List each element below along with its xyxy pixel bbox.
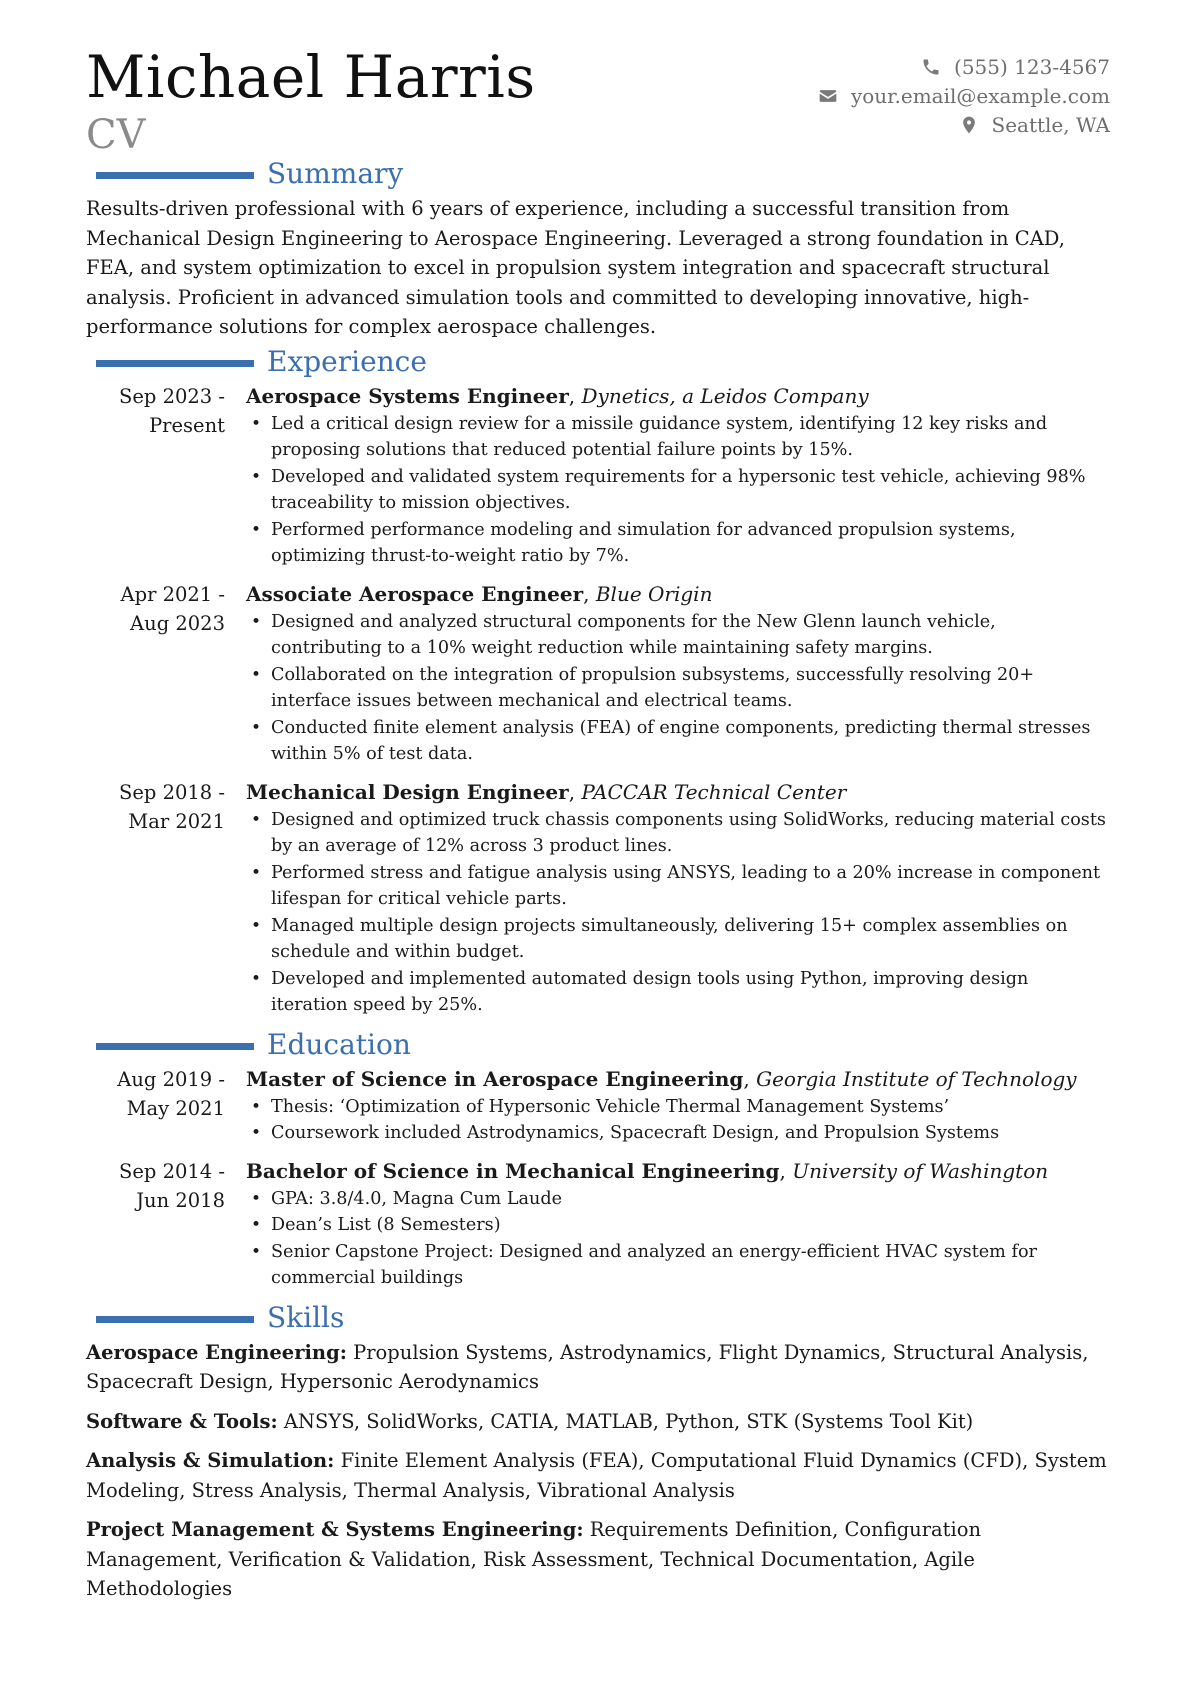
- list-item: • Designed and analyzed structural components for the New Glenn launch vehicle, contributing to a 10% weight reduction while maintaining safety margins.: [246, 609, 1110, 662]
- skill-items: ANSYS, SolidWorks, CATIA, MATLAB, Python, STK (Systems Tool Kit): [283, 1409, 974, 1433]
- entry-date: Apr 2021 - Aug 2023: [120, 582, 225, 635]
- skill-category: Software & Tools:: [86, 1409, 278, 1433]
- list-item: • Managed multiple design projects simultaneously, delivering 15+ complex assemblies on schedule and within budget.: [246, 913, 1110, 966]
- document-subtitle: CV: [86, 112, 146, 158]
- summary-section-header: [86, 158, 1110, 194]
- section-accent-bar: [96, 1316, 254, 1323]
- contact-email[interactable]: [817, 81, 1110, 110]
- skill-category: Project Management & Systems Engineering:: [86, 1518, 584, 1541]
- institution: University of Washington: [792, 1158, 1049, 1183]
- skill-items: Requirements Definition, Configuration Management, Verification & Validation, Risk Assessment, Technical Documentation, Agile Methodologies: [86, 1518, 982, 1600]
- entry-bullets: [246, 1186, 1110, 1292]
- entry-bullets: [246, 411, 1110, 570]
- email-text: your.email@example.com: [850, 83, 1110, 108]
- entry-date: Sep 2023 - Present: [119, 384, 225, 437]
- skill-items: Finite Element Analysis (FEA), Computational Fluid Dynamics (CFD), System Modeling, Stress Analysis, Thermal Analysis, Vibrational Analysis: [86, 1449, 1107, 1502]
- experience-entry: [86, 778, 1110, 1019]
- contact-phone[interactable]: [817, 52, 1110, 81]
- section-accent-bar: [96, 1043, 254, 1050]
- skills-section-header: [86, 1302, 1110, 1338]
- list-item: • Collaborated on the integration of propulsion subsystems, successfully resolving 20+ interface issues between mechanical and electrical teams.: [246, 662, 1110, 715]
- list-item: • GPA: 3.8/4.0, Magna Cum Laude: [246, 1186, 1110, 1213]
- employer: Blue Origin: [595, 581, 713, 606]
- job-title: Associate Aerospace Engineer: [246, 581, 584, 606]
- map-pin-icon: [958, 114, 980, 136]
- entry-bullets: [246, 609, 1110, 768]
- list-item: • Developed and implemented automated design tools using Python, improving design iteration speed by 25%.: [246, 966, 1110, 1019]
- contact-location: [817, 110, 1110, 139]
- resume-page: [86, 40, 1110, 1614]
- education-entry: [86, 1065, 1110, 1147]
- experience-entry: [86, 382, 1110, 570]
- list-item: • Performed stress and fatigue analysis using ANSYS, leading to a 20% increase in component lifespan for critical vehicle parts.: [246, 860, 1110, 913]
- section-title: Education: [267, 1027, 411, 1061]
- skill-group: [86, 1446, 1110, 1505]
- institution: Georgia Institute of Technology: [756, 1066, 1077, 1091]
- entry-heading: Associate Aerospace Engineer, Blue Origin: [246, 581, 713, 606]
- section-title: Experience: [267, 344, 427, 378]
- list-item: • Designed and optimized truck chassis components using SolidWorks, reducing material costs by an average of 12% across 3 product lines.: [246, 807, 1110, 860]
- experience-section-header: [86, 346, 1110, 382]
- employer: PACCAR Technical Center: [581, 779, 847, 804]
- list-item: • Thesis: ‘Optimization of Hypersonic Vehicle Thermal Management Systems’: [246, 1094, 1110, 1121]
- entry-bullets: [246, 1094, 1110, 1147]
- list-item: • Developed and validated system requirements for a hypersonic test vehicle, achieving 98% traceability to mission objectives.: [246, 464, 1110, 517]
- employer: Dynetics, a Leidos Company: [581, 383, 869, 408]
- section-accent-bar: [96, 172, 254, 179]
- degree: Bachelor of Science in Mechanical Engineering: [246, 1158, 780, 1183]
- location-text: Seattle, WA: [991, 112, 1110, 137]
- section-accent-bar: [96, 360, 254, 367]
- entry-date: Aug 2019 - May 2021: [117, 1067, 225, 1120]
- entry-heading: Master of Science in Aerospace Engineering, Georgia Institute of Technology: [246, 1066, 1077, 1091]
- degree: Master of Science in Aerospace Engineering: [246, 1066, 744, 1091]
- skill-group: [86, 1338, 1110, 1397]
- entry-date: Sep 2018 - Mar 2021: [119, 780, 225, 833]
- education-section-header: [86, 1029, 1110, 1065]
- phone-icon: [920, 56, 942, 78]
- candidate-name: Michael Harris: [86, 43, 536, 111]
- contact-info: [817, 52, 1110, 139]
- list-item: • Coursework included Astrodynamics, Spacecraft Design, and Propulsion Systems: [246, 1120, 1110, 1147]
- skill-items: Propulsion Systems, Astrodynamics, Flight Dynamics, Structural Analysis, Spacecraft Design, Hypersonic Aerodynamics: [86, 1340, 1089, 1393]
- entry-heading: Mechanical Design Engineer, PACCAR Technical Center: [246, 779, 847, 804]
- entry-heading: Bachelor of Science in Mechanical Engineering, University of Washington: [246, 1158, 1049, 1183]
- list-item: • Senior Capstone Project: Designed and analyzed an energy-efficient HVAC system for commercial buildings: [246, 1239, 1110, 1292]
- job-title: Aerospace Systems Engineer: [246, 383, 569, 408]
- entry-bullets: [246, 807, 1110, 1019]
- phone-text: (555) 123-4567: [954, 54, 1110, 79]
- job-title: Mechanical Design Engineer: [246, 779, 569, 804]
- section-title: Summary: [267, 157, 404, 190]
- experience-entry: [86, 580, 1110, 768]
- summary-text: Results-driven professional with 6 years of experience, including a successful transition from Mechanical Design Engineering to Aerospace Engineering. Leveraged a strong foundation in CAD, FEA, and system optimization to excel in propulsion system integration and spacecraft structural analysis. Proficient in advanced simulation tools and committed to developing innovative, high-performance solutions for complex aerospace challenges.: [86, 197, 1065, 338]
- list-item: • Performed performance modeling and simulation for advanced propulsion systems, optimizing thrust-to-weight ratio by 7%.: [246, 517, 1110, 570]
- entry-date: Sep 2014 - Jun 2018: [119, 1159, 225, 1212]
- resume-header: [86, 40, 1110, 158]
- list-item: • Led a critical design review for a missile guidance system, identifying 12 key risks and proposing solutions that reduced potential failure points by 15%.: [246, 411, 1110, 464]
- list-item: • Dean’s List (8 Semesters): [246, 1212, 1110, 1239]
- entry-heading: Aerospace Systems Engineer, Dynetics, a Leidos Company: [246, 383, 869, 408]
- education-entry: [86, 1157, 1110, 1292]
- list-item: • Conducted finite element analysis (FEA) of engine components, predicting thermal stresses within 5% of test data.: [246, 715, 1110, 768]
- envelope-icon: [817, 85, 839, 107]
- skill-category: Aerospace Engineering:: [86, 1340, 347, 1364]
- section-title: Skills: [267, 1300, 345, 1334]
- skill-group: [86, 1515, 1110, 1604]
- skill-group: [86, 1407, 1110, 1437]
- skill-category: Analysis & Simulation:: [86, 1449, 335, 1472]
